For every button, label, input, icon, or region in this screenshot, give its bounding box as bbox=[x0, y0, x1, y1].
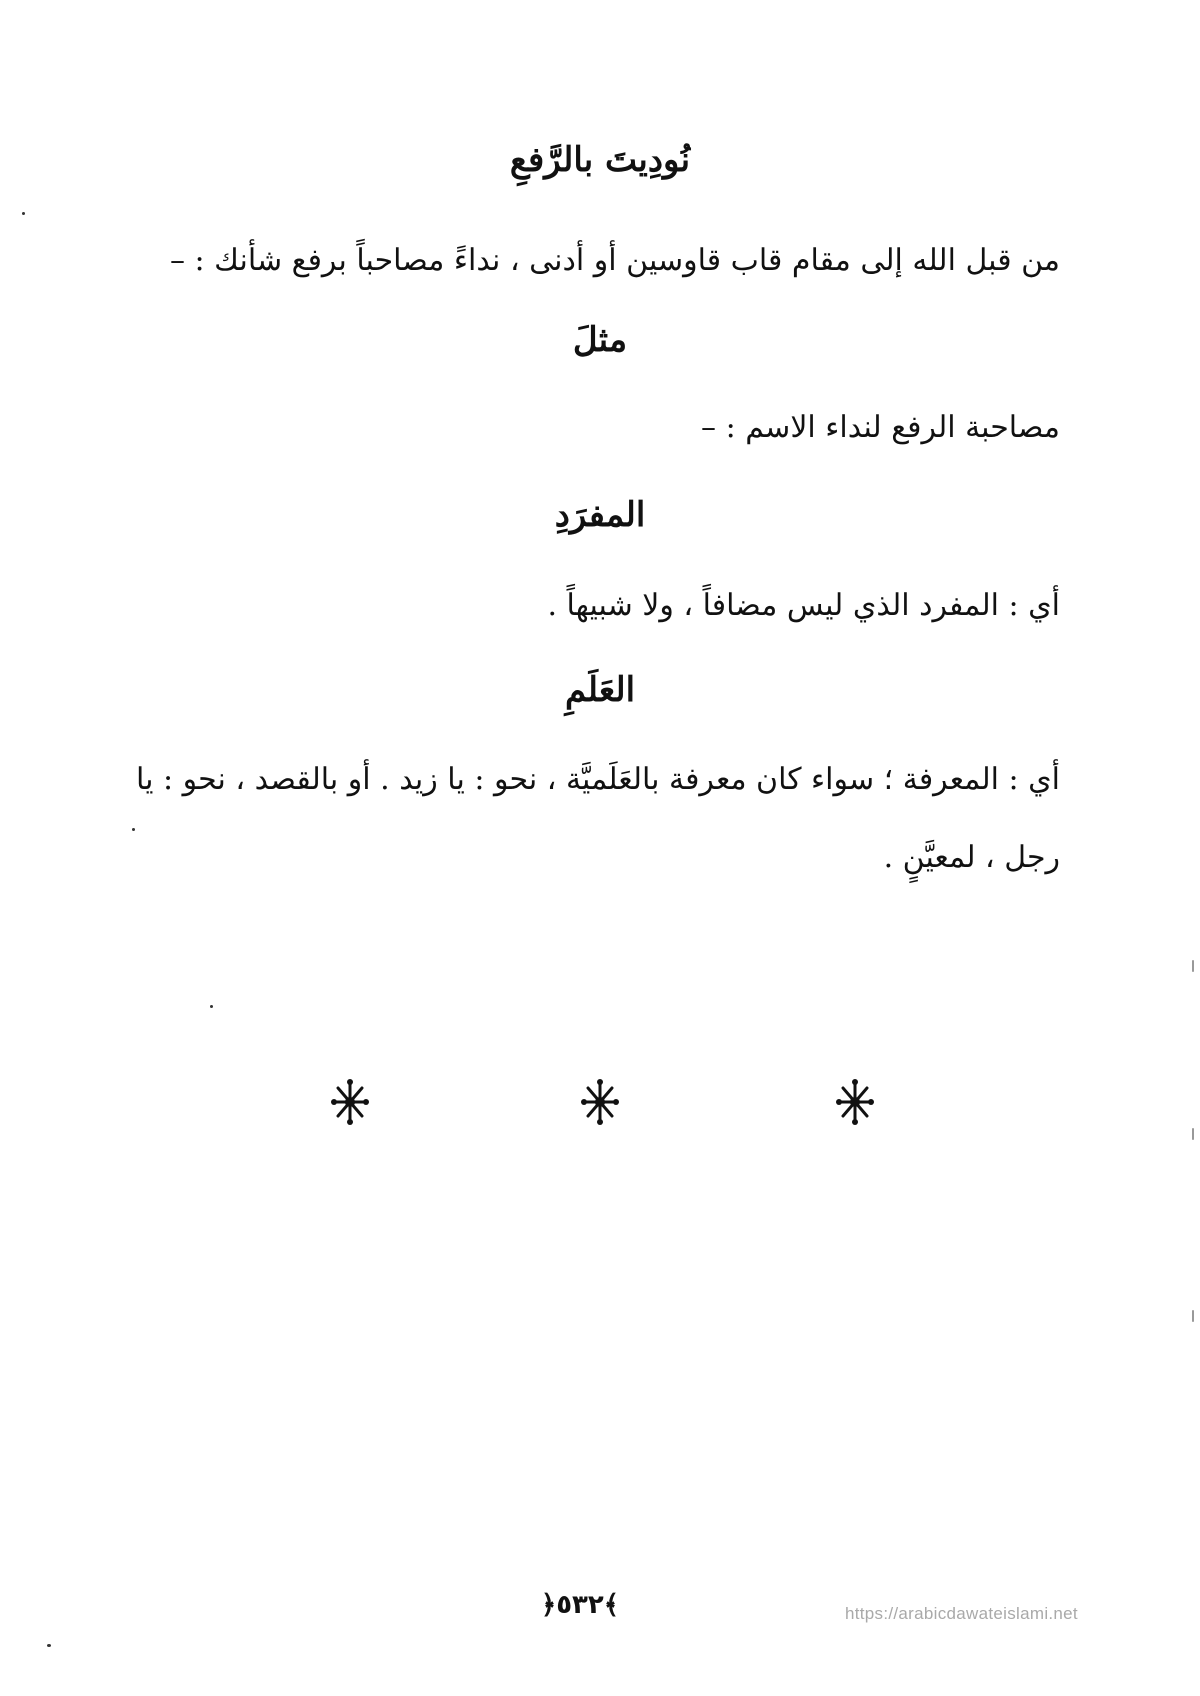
watermark-url[interactable]: https://arabicdawateislami.net bbox=[845, 1604, 1078, 1623]
scan-speck bbox=[132, 828, 135, 831]
section-divider-ornaments bbox=[0, 1078, 1200, 1138]
scan-speck bbox=[1192, 960, 1194, 972]
alam-line-2: رجل ، لمعيَّنٍ . bbox=[883, 840, 1060, 875]
musahaba-line: مصاحبة الرفع لنداء الاسم : – bbox=[701, 410, 1060, 445]
document-title: نُودِيتَ بالرَّفعِ bbox=[509, 140, 691, 180]
heading-mufrad: المفرَدِ bbox=[554, 495, 646, 535]
heading-mithl: مثلَ bbox=[572, 320, 628, 360]
scan-speck bbox=[47, 1644, 51, 1647]
page-number: ﴿٥٣٢﴾ bbox=[540, 1590, 620, 1620]
asterisk-flower-icon bbox=[580, 1078, 620, 1126]
scan-speck bbox=[1192, 1310, 1194, 1322]
mufrad-line: أي : المفرد الذي ليس مضافاً ، ولا شبيهاً . bbox=[547, 588, 1060, 623]
alam-line-1: أي : المعرفة ؛ سواء كان معرفة بالعَلَميَّة ، نحو : يا زيد . أو بالقصد ، نحو : يا bbox=[136, 762, 1060, 797]
asterisk-flower-icon bbox=[330, 1078, 370, 1126]
asterisk-flower-icon bbox=[835, 1078, 875, 1126]
scan-speck bbox=[210, 1005, 213, 1008]
heading-alam: العَلَمِ bbox=[564, 670, 636, 710]
scan-speck bbox=[1192, 1128, 1194, 1140]
intro-line: من قبل الله إلى مقام قاب قاوسين أو أدنى ، نداءً مصاحباً برفع شأنك : – bbox=[170, 243, 1060, 278]
scan-speck bbox=[22, 212, 25, 215]
